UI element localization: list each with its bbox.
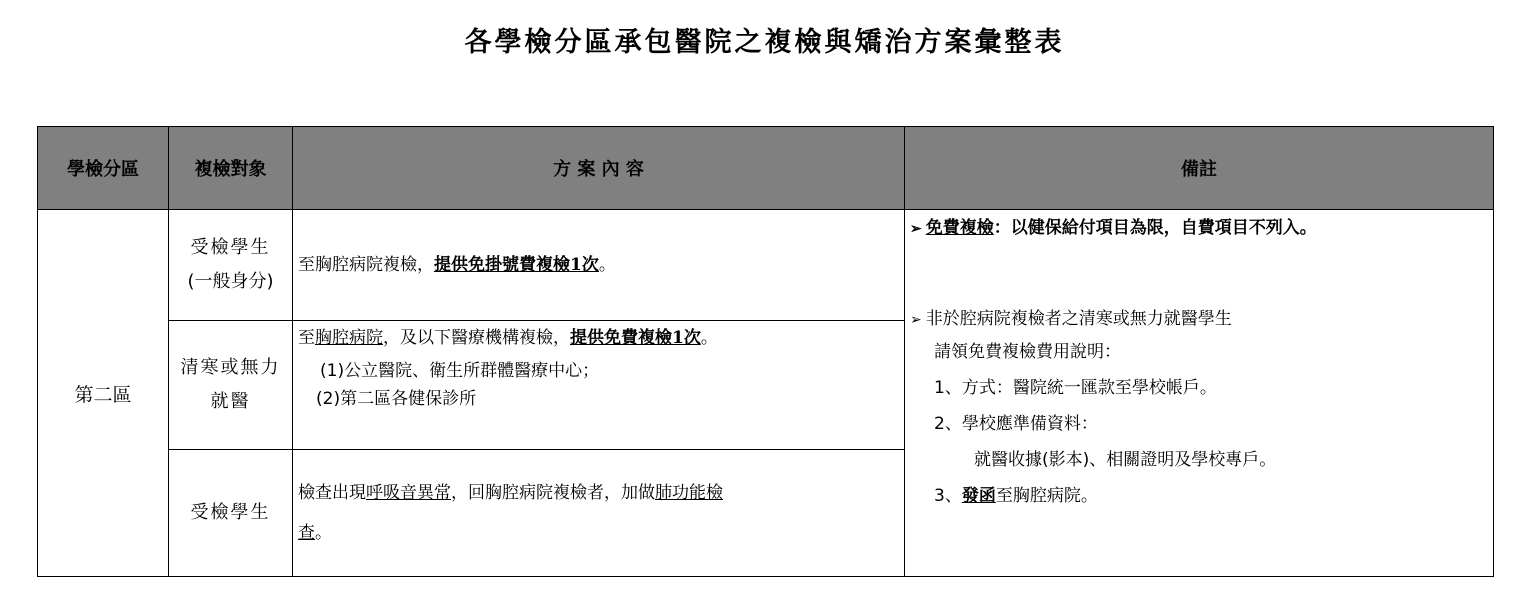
plan-underline: 查 (298, 523, 315, 543)
header-region: 學檢分區 (38, 127, 169, 210)
target-line: (一般身分) (187, 271, 274, 292)
notes-cell (905, 210, 1494, 577)
target-line: 清寒或無力 (180, 357, 281, 378)
plan-text: 。 (315, 523, 332, 543)
note-text: 非於腔病院複檢者之清寒或無力就醫學生 (925, 309, 1232, 329)
plan-underline: 肺功能檢 (655, 483, 723, 503)
plan-underline: 胸腔病院 (315, 328, 383, 348)
plan-cell (293, 210, 905, 321)
note-line: 1、方式：醫院統一匯款至學校帳戶。 (934, 378, 1217, 398)
target-line: 就醫 (210, 391, 251, 412)
target-cell (169, 321, 293, 450)
header-target: 複檢對象 (169, 127, 293, 210)
header-row (38, 127, 1494, 210)
target-line: 受檢學生 (190, 502, 271, 523)
note-emphasis: 免費複檢 (925, 218, 994, 238)
plan-text: 。 (700, 328, 718, 348)
arrow-bullet-icon: ➢ (910, 221, 922, 237)
note-free-recheck (910, 212, 1493, 245)
plan-emphasis: 提供免費複檢1次 (570, 328, 701, 348)
plan-text: ，回胸腔病院複檢者，加做 (451, 483, 655, 503)
plan-cell (293, 450, 905, 577)
region-cell: 第二區 (38, 210, 169, 577)
note-text: ：以健保給付項目為限，自費項目不列入。 (993, 218, 1317, 238)
plan-text: ，及以下醫療機構複檢， (383, 328, 570, 348)
note-line: 請領免費複檢費用說明： (934, 342, 1121, 362)
note-line: 就醫收據(影本)、相關證明及學校專戶。 (974, 450, 1277, 470)
page-title: 各學檢分區承包醫院之複檢與矯治方案彙整表 (464, 27, 1065, 58)
plan-cell (293, 321, 905, 450)
target-cell (169, 210, 293, 321)
plan-text: 至 (298, 328, 315, 348)
header-plan: 方 案 內 容 (293, 127, 905, 210)
plan-underline: 呼吸音異常 (366, 483, 451, 503)
plan-table (37, 126, 1494, 577)
note-line: 2、學校應準備資料： (934, 414, 1098, 434)
note-text: 3、 (934, 486, 962, 506)
target-line: 受檢學生 (190, 237, 271, 258)
note-line (910, 480, 1493, 512)
plan-line (298, 325, 904, 351)
table-row (38, 210, 1494, 321)
header-notes: 備註 (905, 127, 1494, 210)
plan-sub-item: (1)公立醫院、衛生所群體醫療中心； (320, 361, 600, 381)
note-low-income (910, 303, 1493, 336)
note-text: 至胸腔病院。 (995, 486, 1098, 506)
target-cell (169, 450, 293, 577)
plan-text: 至胸腔病院複檢， (298, 255, 434, 275)
plan-sub-item: (2)第二區各健保診所 (316, 389, 477, 409)
plan-text: 檢查出現 (298, 483, 366, 503)
plan-text: 。 (598, 255, 616, 275)
note-emphasis: 發函 (961, 486, 996, 506)
plan-emphasis: 提供免掛號費複檢1次 (434, 255, 599, 275)
arrow-bullet-icon: ➢ (910, 312, 922, 328)
